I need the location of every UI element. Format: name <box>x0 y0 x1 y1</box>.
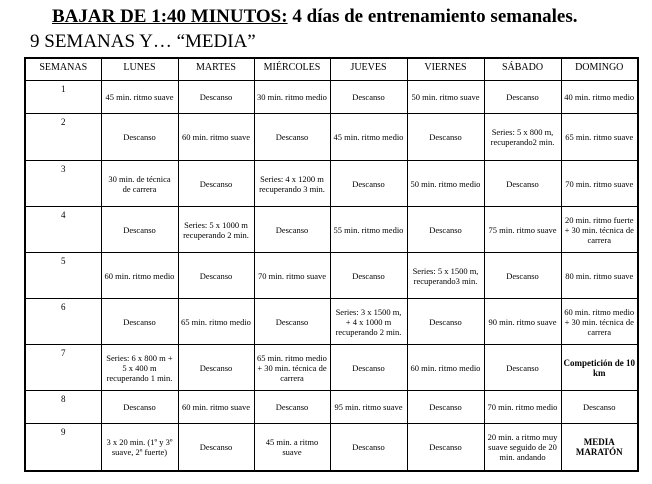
cell-friday: Descanso <box>407 391 484 424</box>
cell-monday: Descanso <box>101 207 178 253</box>
table-row <box>25 345 638 391</box>
cell-tuesday: Descanso <box>178 424 254 471</box>
header-saturday: SÁBADO <box>484 58 561 81</box>
cell-tuesday: Descanso <box>178 345 254 391</box>
cell-saturday: 70 min. ritmo medio <box>484 391 561 424</box>
cell-friday: Series: 5 x 1500 m, recuperando3 min. <box>407 253 484 299</box>
cell-wednesday: Series: 4 x 1200 m recuperando 3 min. <box>254 161 330 207</box>
cell-sunday: MEDIA MARATÓN <box>561 424 638 471</box>
training-schedule-table <box>24 57 639 472</box>
cell-friday: Descanso <box>407 424 484 471</box>
week-number: 1 <box>25 81 101 114</box>
cell-wednesday: 70 min. ritmo suave <box>254 253 330 299</box>
header-friday: VIERNES <box>407 58 484 81</box>
header-weeks: SEMANAS <box>25 58 101 81</box>
week-number: 9 <box>25 424 101 471</box>
cell-friday: 50 min. ritmo medio <box>407 161 484 207</box>
table-row <box>25 207 638 253</box>
cell-tuesday: Descanso <box>178 253 254 299</box>
cell-tuesday: Series: 5 x 1000 m recuperando 2 min. <box>178 207 254 253</box>
cell-saturday: Descanso <box>484 161 561 207</box>
cell-thursday: Descanso <box>330 253 407 299</box>
week-number: 8 <box>25 391 101 424</box>
cell-monday: 3 x 20 min. (1º y 3º suave, 2º fuerte) <box>101 424 178 471</box>
cell-friday: Descanso <box>407 299 484 345</box>
table-row <box>25 81 638 114</box>
page-subtitle: 9 SEMANAS Y… “MEDIA” <box>30 31 256 52</box>
cell-sunday: 70 min. ritmo suave <box>561 161 638 207</box>
week-number: 4 <box>25 207 101 253</box>
header-thursday: JUEVES <box>330 58 407 81</box>
cell-friday: Descanso <box>407 207 484 253</box>
cell-sunday: 80 min. ritmo suave <box>561 253 638 299</box>
cell-saturday: 90 min. ritmo suave <box>484 299 561 345</box>
cell-thursday: Descanso <box>330 424 407 471</box>
week-number: 6 <box>25 299 101 345</box>
cell-saturday: Descanso <box>484 253 561 299</box>
cell-thursday: Descanso <box>330 81 407 114</box>
cell-wednesday: 45 min. a ritmo suave <box>254 424 330 471</box>
table-row <box>25 424 638 471</box>
cell-thursday: Descanso <box>330 345 407 391</box>
cell-thursday: 95 min. ritmo suave <box>330 391 407 424</box>
cell-sunday: Competición de 10 km <box>561 345 638 391</box>
cell-sunday: 65 min. ritmo suave <box>561 114 638 161</box>
cell-monday: Descanso <box>101 299 178 345</box>
cell-tuesday: Descanso <box>178 161 254 207</box>
cell-friday: 60 min. ritmo medio <box>407 345 484 391</box>
cell-monday: 30 min. de técnica de carrera <box>101 161 178 207</box>
header-sunday: DOMINGO <box>561 58 638 81</box>
cell-saturday: Descanso <box>484 81 561 114</box>
cell-wednesday: Descanso <box>254 299 330 345</box>
week-number: 2 <box>25 114 101 161</box>
cell-wednesday: Descanso <box>254 207 330 253</box>
table-row <box>25 253 638 299</box>
cell-monday: 60 min. ritmo medio <box>101 253 178 299</box>
cell-saturday: Descanso <box>484 345 561 391</box>
cell-saturday: 75 min. ritmo suave <box>484 207 561 253</box>
cell-sunday: 60 min. ritmo medio + 30 min. técnica de carrera <box>561 299 638 345</box>
cell-sunday: 40 min. ritmo medio <box>561 81 638 114</box>
cell-wednesday: 30 min. ritmo medio <box>254 81 330 114</box>
cell-thursday: 45 min. ritmo medio <box>330 114 407 161</box>
cell-tuesday: Descanso <box>178 81 254 114</box>
cell-tuesday: 60 min. ritmo suave <box>178 391 254 424</box>
cell-thursday: Descanso <box>330 161 407 207</box>
header-wednesday: MIÉRCOLES <box>254 58 330 81</box>
table-row <box>25 299 638 345</box>
week-number: 7 <box>25 345 101 391</box>
cell-tuesday: 60 min. ritmo suave <box>178 114 254 161</box>
week-number: 3 <box>25 161 101 207</box>
header-monday: LUNES <box>101 58 178 81</box>
cell-saturday: Series: 5 x 800 m, recuperando2 min. <box>484 114 561 161</box>
title-main: BAJAR DE 1:40 MINUTOS: <box>52 6 288 27</box>
cell-saturday: 20 min. a ritmo muy suave seguido de 20 min. andando <box>484 424 561 471</box>
week-number: 5 <box>25 253 101 299</box>
schedule-body <box>25 81 638 471</box>
title-rest: 4 días de entrenamiento semanales. <box>292 6 578 27</box>
table-row <box>25 161 638 207</box>
cell-thursday: Series: 3 x 1500 m, + 4 x 1000 m recuperando 2 min. <box>330 299 407 345</box>
header-tuesday: MARTES <box>178 58 254 81</box>
cell-wednesday: Descanso <box>254 391 330 424</box>
cell-monday: 45 min. ritmo suave <box>101 81 178 114</box>
page-title <box>52 6 647 28</box>
cell-wednesday: 65 min. ritmo medio + 30 min. técnica de carrera <box>254 345 330 391</box>
cell-wednesday: Descanso <box>254 114 330 161</box>
cell-sunday: Descanso <box>561 391 638 424</box>
cell-friday: 50 min. ritmo suave <box>407 81 484 114</box>
cell-monday: Descanso <box>101 391 178 424</box>
cell-tuesday: 65 min. ritmo medio <box>178 299 254 345</box>
cell-friday: Descanso <box>407 114 484 161</box>
table-row <box>25 114 638 161</box>
cell-monday: Descanso <box>101 114 178 161</box>
cell-monday: Series: 6 x 800 m + 5 x 400 m recuperando 1 min. <box>101 345 178 391</box>
header-row <box>25 58 638 81</box>
table-row <box>25 391 638 424</box>
cell-thursday: 55 min. ritmo medio <box>330 207 407 253</box>
cell-sunday: 20 min. ritmo fuerte + 30 min. técnica de carrera <box>561 207 638 253</box>
